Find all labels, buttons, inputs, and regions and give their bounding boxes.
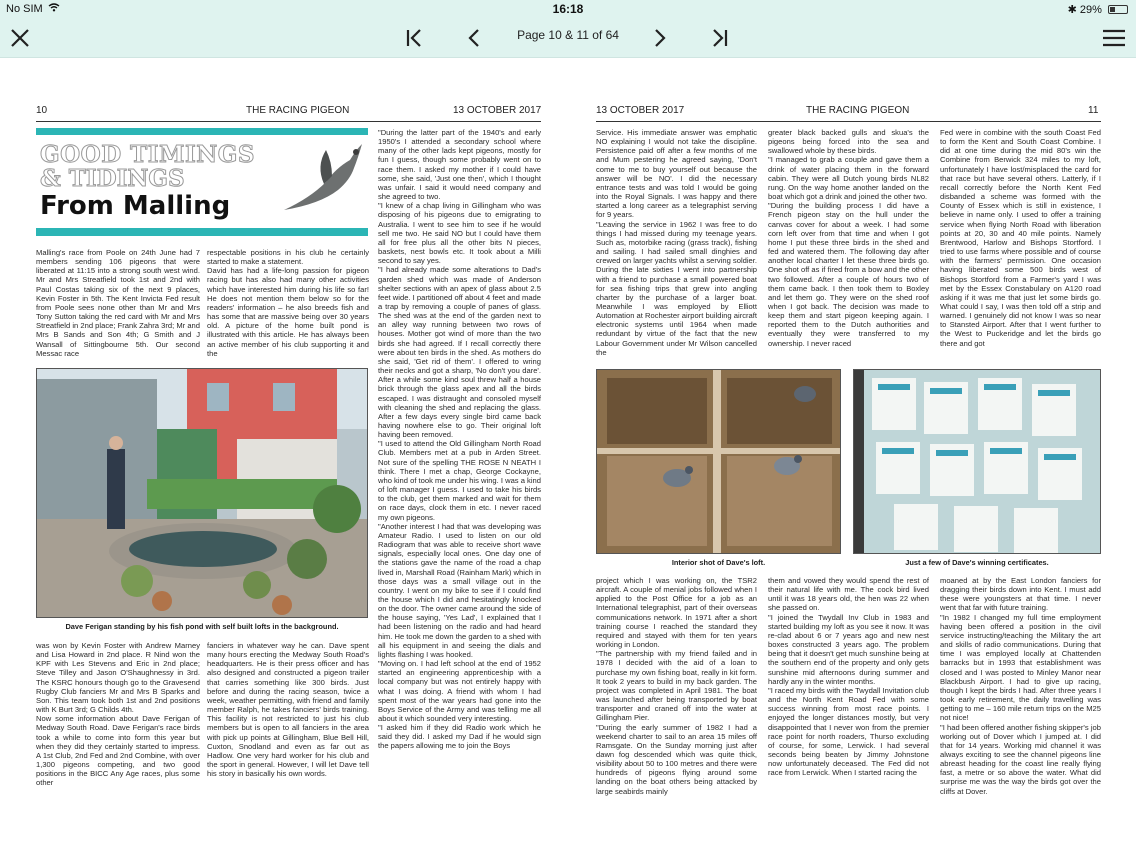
left-col2-top-text: respectable positions in his club he certainly started to make a statement. David has had a life-long passion for pigeon racing but has also had many other activities which have interested him during his life so far! He does not mention them below so for the readers' information – he also breeds fish and has some that are massive being over 30 years old. A picture of the home built pond is illustrated with this article. He has always been an active member of his club supporting it and the: [207, 248, 369, 358]
hamburger-menu-icon: [1102, 28, 1126, 48]
loft-interior-photo: [596, 369, 841, 554]
fish-pond-photo: [36, 368, 368, 618]
left-page: [0, 58, 568, 852]
left-header-rule: [36, 121, 541, 122]
left-col2-bottom-text: fanciers in whatever way he can. Dave spent many hours erecting the Medway South Road's headquarters. He is their press officer and has also designed and constructed a pigeon trailer that carries something like 300 birds. Just before and during the racing season, twice a week, weather permitting, with friend and family member Ralph, he takes fanciers' birds training. This facility is not restricted to just his club members but is open to all fanciers in the area with pick up points at Gillingham, Blue Bell Hill, Cuxton, Snodland and even as far out as Hadlow. One very hard worker for his club and the sport in general. However, I will let Dave tell his story in basically his own words.: [207, 641, 369, 779]
left-col1-top-text: Malling's race from Poole on 24th June had 7 members sending 106 pigeons that were liberated at 11:15 into a strong south west wind. Mr and Mrs Streatfield took 1st and 2nd with Paul Costas taking six of the next 9 places, Kevin Foster in 5th. The Kent Invicta Fed result from Poole sees none other than Mr and Mrs Tony Sutton taking the red card with Mr and Mrs Streatfield in 2nd place; Frank Zahra 3rd; Mr and Mrs B Sands and Son 4th; G Smith and J Wansall of Sittingbourne 5th. Our second Messac race: [36, 248, 200, 358]
page-indicator: Page 10 & 11 of 64: [517, 28, 619, 42]
right-page-number: 11: [1088, 105, 1099, 116]
right-col3-bottom-text: moaned at by the East London fanciers for dragging their birds down into Kent. I must add these were youngsters at that time. I never went that far with future training. "In 1982 I changed my full time employment having been offered a position in the civil service instructing/teaching the Military the art and skills of radio communications. During that time I was employed locally at Chattenden barracks but in 1993 that establishment was closed and I was posted to Minley Manor near Blackbush Airport. I had to give up racing, though I kept the birds I had. After three years I took early retirement, the daily travelling was getting to me – 160 mile return trips on the M25 not nice! "I had been offered another fishing skipper's job working out of Dover which I jumped at. I did that for 14 years. Working mid channel it was always exciting to see the channel pigeons line abreast heading for the coast line really flying fast, a metre or so above the water. What did surprise me was the way the birds got over the cliffs at Dover.: [940, 576, 1101, 796]
bluetooth-icon: ✱: [1067, 4, 1077, 16]
right-col1-top-text: Service. His immediate answer was emphatic NO explaining I would not take the discipline. Persistence paid off after a few months of me and Mum pestering he agreed saying, 'Don't come to me to buy yourself out because the answer will be NO'. I did the necessary entrance tests and was told I would be going into the Royal Signals. I was happy and there started a long career as a telegraphist serving for 9 years. "Leaving the service in 1962 I was free to do things I had missed during my teenage years. Such as, motorbike racing (grass track), fishing and sailing. I had sailed small dinghies and crewed on larger yachts whilst a serving soldier. During the late sixties I went into partnership with a friend to purchase a small powered boat for sea fishing trips that grew into angling charter by the purchase of a larger boat. Meanwhile I was employed by Elliott Automation at Rochester airport building aircraft electronic systems until 1964 when made redundant by virtue of the fact that the new Labour Government under Mr Wilson cancelled the: [596, 128, 757, 357]
title-line-1: GOOD TIMINGS: [40, 141, 256, 168]
title-top-bar: [36, 128, 368, 135]
right-page: [568, 58, 1136, 852]
certificates-photo-caption: Just a few of Dave's winning certificates.: [905, 558, 1049, 567]
right-publication-name: THE RACING PIGEON: [806, 105, 910, 116]
loft-photo-caption: Interior shot of Dave's loft.: [671, 558, 766, 567]
reader-toolbar: [0, 18, 1136, 58]
right-page-header: [568, 105, 1136, 119]
right-col1-bottom-text: project which I was working on, the TSR2 aircraft. A couple of menial jobs followed when I applied to the Post Office for a job as an International telegraphist, part of their overseas communications network. In 1971 after a short training course I reached the standard they required and stayed with them for ten years working in London. "The partnership with my friend failed and in 1978 I decided with the aid of a loan to purchase my own fishing boat, really in kit form. It took 2 years to build in my back garden. The project was completed in April 1981. The boat was launched after being transported by boat transporter and craned off into the water at Gillingham Pier. "During the early summer of 1982 I had a weekend charter to sail to an area 15 miles off Ramsgate. On the Sunday morning just after dawn fog descended which was quite thick, visibility about 50 to 100 metres and there were hundreds of pigeons flying around some landing on the boat others being attacked by large seabirds mainly: [596, 576, 757, 796]
article-title-block: [36, 128, 368, 236]
right-col2-top-text: greater black backed gulls and skua's the pigeons being forced into the sea and swallowed whole by these birds. "I managed to grab a couple and gave them a drink of water placing them in the forward cabin. They were all Dutch young birds NL82 rung. On the way home another landed on the boat which got a drink and joined the other two. "During the building process I did have a French pigeon stay on the hull under the canvas cover for about a week. I had some corn left over from that time and when I got home I put these three birds in the shed and fed and watered them. The following day after another local charter I let these three birds go. One shot off as if fired from a bow and the other two followed. After a couple of hours two of them came back. I then took them to Boxley and let them go. They were on the shed roof when I got back. The decision was made to keep them and start pigeon keeping again. I reported them to the Dutch authorities and eventually they were transferred to my ownership. I never raced: [768, 128, 929, 348]
carrier-label: No SIM: [6, 3, 43, 15]
status-bar: [0, 0, 1136, 18]
right-header-rule: [596, 121, 1101, 122]
title-line-3: From Malling: [40, 191, 231, 221]
first-page-icon: [405, 28, 423, 48]
close-icon: [10, 28, 30, 48]
title-bottom-bar: [36, 228, 368, 236]
certificates-photo: [853, 369, 1101, 554]
left-page-header: [0, 105, 568, 119]
menu-button[interactable]: [1098, 22, 1130, 54]
right-col3-top-text: Fed were in combine with the south Coast Fed to form the Kent and South Coast Combine. I did at one time during the mid 80's win the Combine from Berwick 324 miles to my loft, unfortunately I have lost/misplaced the card for that race but have several others. Latterly, if I recall correctly before the North Kent Fed disbanded a scheme was formed with the County of Essex which is still in existence, I believe in name only. I used to offer a training service when flying North Road with liberation points at 20, 30 and 40 mile points. Namely Brentwood, Harlow and Bishops Stortford. I tried to use farms where possible and of course with the farmers' permission. One occasion having liberated some 500 birds west of Bishops Stortford from a Farmer's yard I was met by the Essex Constabulary on A120 road asking if it was me that just let some birds go. What could I say, I was then told off a strip and warned. I genuinely did not know I was so near to Stansted Airport. After that I went further to the West to Puckeridge and let the birds go there and got: [940, 128, 1101, 348]
next-page-button[interactable]: [644, 22, 676, 54]
title-line-2: & TIDINGS: [40, 165, 185, 192]
close-button[interactable]: [4, 22, 36, 54]
clock: 16:18: [552, 2, 584, 16]
left-col1-bottom-text: was won by Kevin Foster with Andrew Marney and Lisa Howard in 2nd place. R Nind won the KPF with Les Stevens and Eric in 2nd place; Steve Tilley and Jason O'Shaughnessy in 3rd. The KSRC honours though go to the Gravesend Rugby Club fanciers Mr and Mrs B Sparks and Son. This team took both 1st and 2nd positions with K Burt 3rd; G Childs 4th. Now some information about Dave Ferigan of Medway South Road. Dave Ferigan's race birds took a while to come into form this year but when they did they certainly started to impress. A 1st Club, 2nd Fed and 2nd Combine, with over 1,300 pigeons competing, and two good positions in the BICC Any Age races, plus some other: [36, 641, 200, 788]
battery-icon: [1108, 5, 1128, 14]
pigeon-illustration: [280, 138, 366, 216]
left-publication-name: THE RACING PIGEON: [246, 105, 350, 116]
previous-page-button[interactable]: [458, 22, 490, 54]
first-page-button[interactable]: [398, 22, 430, 54]
right-page-date: 13 OCTOBER 2017: [596, 105, 685, 116]
fish-pond-photo-caption: Dave Ferigan standing by his fish pond with self built lofts in the background.: [65, 622, 339, 631]
battery-percent: 29%: [1079, 4, 1102, 16]
last-page-icon: [711, 28, 729, 48]
left-page-date: 13 OCTOBER 2017: [453, 105, 542, 116]
status-right: [1068, 3, 1128, 16]
chevron-right-icon: [653, 28, 667, 48]
left-col3-text: "During the latter part of the 1940's and early 1950's I attended a secondary school where many of the other lads kept pigeons, mostly for fun I guess, though some probably went on to race them. I asked my mother if I could have some, she said, 'Just one then', which I thought was unfair. I said it would need company and she agreed to two. "I knew of a chap living in Gillingham who was disposing of his pigeons due to emigrating to Australia. I went to see him to see if he would sell me two. He said NO but I could have them all for free plus all the other bits N pieces, baskets, nest bowls etc. It took about a Milli second to say yes. "I had already made some alterations to Dad's garden shed which was made of Anderson shelter sections with an apex of glass about 2.5 feet wide. I partitioned off about 4 feet and made a trap by removing a couple of panes of glass. The shed was at the end of the garden next to an alley way running between two rows of houses. Mother got wind of more than the two birds she had agreed. If I recall correctly there were about ten birds in the shed. As mothers do she said, 'Get rid of them'. I offered to wring their necks and got a sharp, 'No don't you dare'. After a while some kind soul threw half a house brick through the glass apex and all the birds escaped. I was distraught and consoled myself with cleaning the shed and replacing the glass. After a few days every single bird came back having nowhere else to go. Their original loft having been removed. "I used to attend the Old Gillingham North Road Club. Members met at a pub in Arden Street. Not sure of the spelling THE ROSE N NEATH I think. There I met a chap, George Cockayne, who kind of took me under his wing. I was a kind of loft manager I guess. I used to take his birds to the club, get them marked and wait for them on race days, clock them in etc. I never raced my own pigeons. "Another interest I had that was developing was Amateur Radio. I used to listen on our old Radiogram that was able to receive short wave signals, especially local ones. One day one of the stations gave the name of the road a chap lived in, Marshall Road (Rainham Mark) which in those days was a small village out in the country. I went on my bike to see if I could find the house which I did and hesitatingly knocked on the door. The owner came around the side of the house saying, 'Yes Lad', I explained that I had been listening on the radio and had heard him. He took me down the garden to a shed with all his equipment in and seeing the dials and lights flashing I was hooked. "Moving on. I had left school at the end of 1952 started an engineering apprenticeship with a local company but was not entirely happy with what I was doing. A friend with whom I had spent most of the war years had gone into the Boys Service of the Army and was telling me all about it which sounded very interesting. "I asked him if they did Radio work which he said they did. I asked my Dad if he would sign the papers allowing me to join the Boys: [378, 128, 541, 751]
chevron-left-icon: [467, 28, 481, 48]
left-page-number: 10: [36, 105, 48, 116]
right-col2-bottom-text: them and vowed they would spend the rest of their natural life with me. The cock bird lived until it was 18 years old, the hen was 22 when she passed on. "I joined the Twydall Inv Club in 1983 and started building my loft as you see it now. It was re-clad about 6 or 7 years ago and new nest boxes constructed 3 years ago. The problem being that it doesn't get much sunshine being at the southern end of the property and only gets sunshine mid afternoons during summer and hardly any in the winter months. "I raced my birds with the Twydall Invitation club and the North Kent Road Fed with some success winning from most race points. I enjoyed the longer distances mostly, but very disappointed that I never won from the premier race point for north roaders, Thurso excluding of course, for some, Lerwick. I had several seconds being beaten by Jimmy Johnstone now unfortunately deceased. The Fed did not race from Lerwick. When I started racing the: [768, 576, 929, 778]
last-page-button[interactable]: [704, 22, 736, 54]
